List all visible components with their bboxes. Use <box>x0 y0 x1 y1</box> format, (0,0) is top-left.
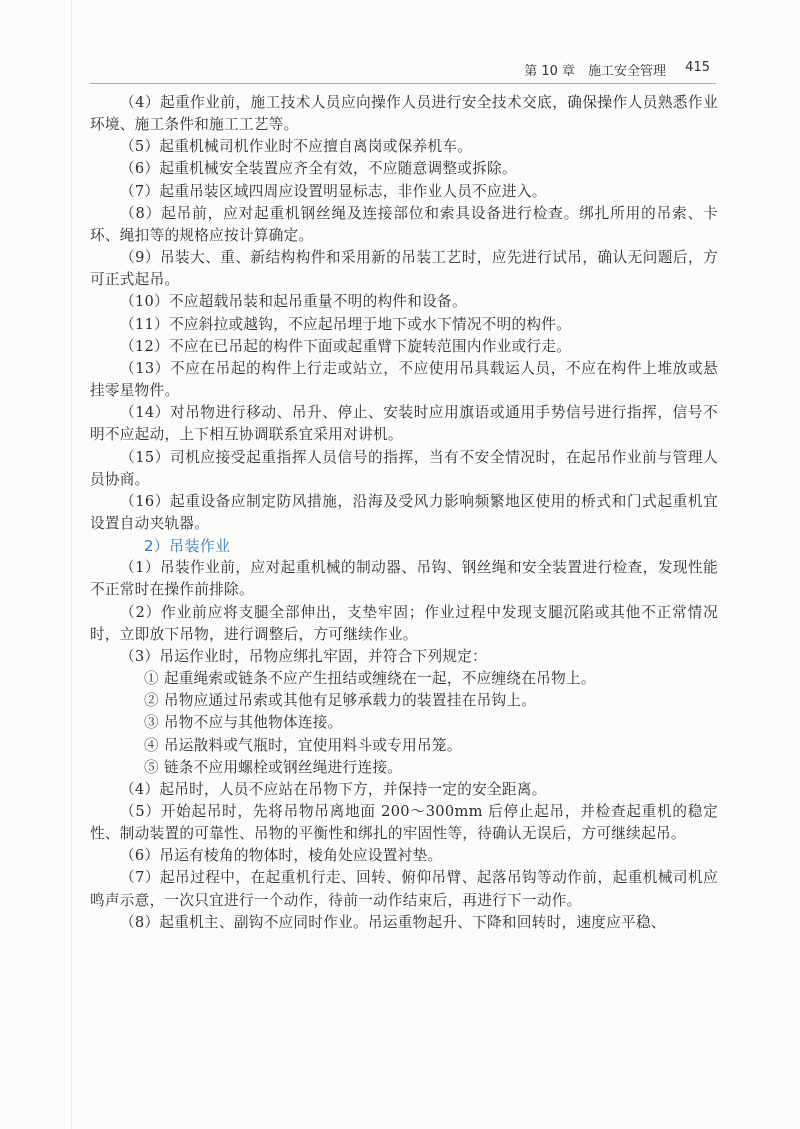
paragraph: （8）起重机主、副钩不应同时作业。吊运重物起升、下降和回转时，速度应平稳、 <box>120 913 666 931</box>
paragraph: （4）起吊时，人员不应站在吊物下方，并保持一定的安全距离。 <box>120 780 547 798</box>
list-item: ② 吊物应通过吊索或其他有足够承载力的装置挂在吊钩上。 <box>144 692 537 710</box>
paragraph: （5）起重机械司机作业时不应擅自离岗或保养机车。 <box>120 138 473 156</box>
list-item: ③ 吊物不应与其他物体连接。 <box>144 714 343 732</box>
paragraph: （6）起重机械安全装置应齐全有效，不应随意调整或拆除。 <box>120 160 517 178</box>
header-rule <box>90 83 716 84</box>
chapter-title: 第 10 章 施工安全管理 <box>524 64 666 79</box>
paragraph: （5）开始起吊时，先将吊物吊离地面 200～300mm 后停止起吊，并检查起重机的稳定性、制动装置的可靠性、吊物的平衡性和绑扎的牢固性等，待确认无误后，方可继续起吊。 <box>90 803 718 843</box>
paragraph: （13）不应在吊起的构件上行走或站立，不应使用吊具载运人员，不应在构件上堆放或悬挂零星物件。 <box>90 359 718 400</box>
paragraph: （14）对吊物进行移动、吊升、停止、安装时应用旗语或通用手势信号进行指挥，信号不明不应起动，上下相互协调联系宜采用对讲机。 <box>90 404 718 444</box>
running-header <box>90 58 710 82</box>
paragraph: （1）吊装作业前，应对起重机械的制动器、吊钩、钢丝绳和安全装置进行检查，发现性能不正常时在操作前排除。 <box>90 559 718 599</box>
section-title: 2）吊装作业 <box>144 537 231 556</box>
paragraph: （10）不应超载吊装和起吊重量不明的构件和设备。 <box>120 293 467 311</box>
page-number: 415 <box>685 60 710 75</box>
paragraph: （4）起重作业前，施工技术人员应向操作人员进行安全技术交底，确保操作人员熟悉作业环境、施工条件和施工工艺等。 <box>90 94 718 134</box>
paragraph: （6）吊运有棱角的物体时，棱角处应设置衬垫。 <box>120 847 443 865</box>
paragraph: （9）吊装大、重、新结构构件和采用新的吊装工艺时，应先进行试吊，确认无问题后，方可正式起吊。 <box>90 249 718 289</box>
paragraph: （3）吊运作业时，吊物应绑扎牢固，并符合下列规定： <box>120 647 488 665</box>
paragraph: （12）不应在已吊起的构件下面或起重臂下旋转范围内作业或行走。 <box>120 337 572 355</box>
paragraph: （16）起重设备应制定防风措施，沿海及受风力影响频繁地区使用的桥式和门式起重机宜设置自动夹轨器。 <box>90 492 718 532</box>
paragraph: （7）起吊过程中，在起重机行走、回转、俯仰吊臂、起落吊钩等动作前，起重机械司机应鸣声示意，一次只宜进行一个动作，待前一动作结束后，再进行下一动作。 <box>90 869 718 909</box>
body-text <box>90 92 718 934</box>
paragraph: （2）作业前应将支腿全部伸出，支垫牢固；作业过程中发现支腿沉陷或其他不正常情况时，立即放下吊物，进行调整后，方可继续作业。 <box>90 603 718 643</box>
paragraph: （8）起吊前，应对起重机钢丝绳及连接部位和索具设备进行检查。绑扎所用的吊索、卡环、绳扣等的规格应按计算确定。 <box>90 204 718 244</box>
paragraph: （15）司机应接受起重指挥人员信号的指挥，当有不安全情况时，在起吊作业前与管理人员协商。 <box>90 448 718 488</box>
page-margin-line <box>71 0 72 1129</box>
paragraph: （11）不应斜拉或越钩，不应起吊埋于地下或水下情况不明的构件。 <box>120 315 572 333</box>
list-item: ⑤ 链条不应用螺栓或钢丝绳进行连接。 <box>144 758 403 776</box>
paragraph: （7）起重吊装区域四周应设置明显标志，非作业人员不应进入。 <box>120 182 547 200</box>
list-item: ④ 吊运散料或气瓶时，宜使用料斗或专用吊笼。 <box>144 736 462 754</box>
list-item: ① 起重绳索或链条不应产生扭结或缠绕在一起，不应缠绕在吊物上。 <box>144 670 596 688</box>
